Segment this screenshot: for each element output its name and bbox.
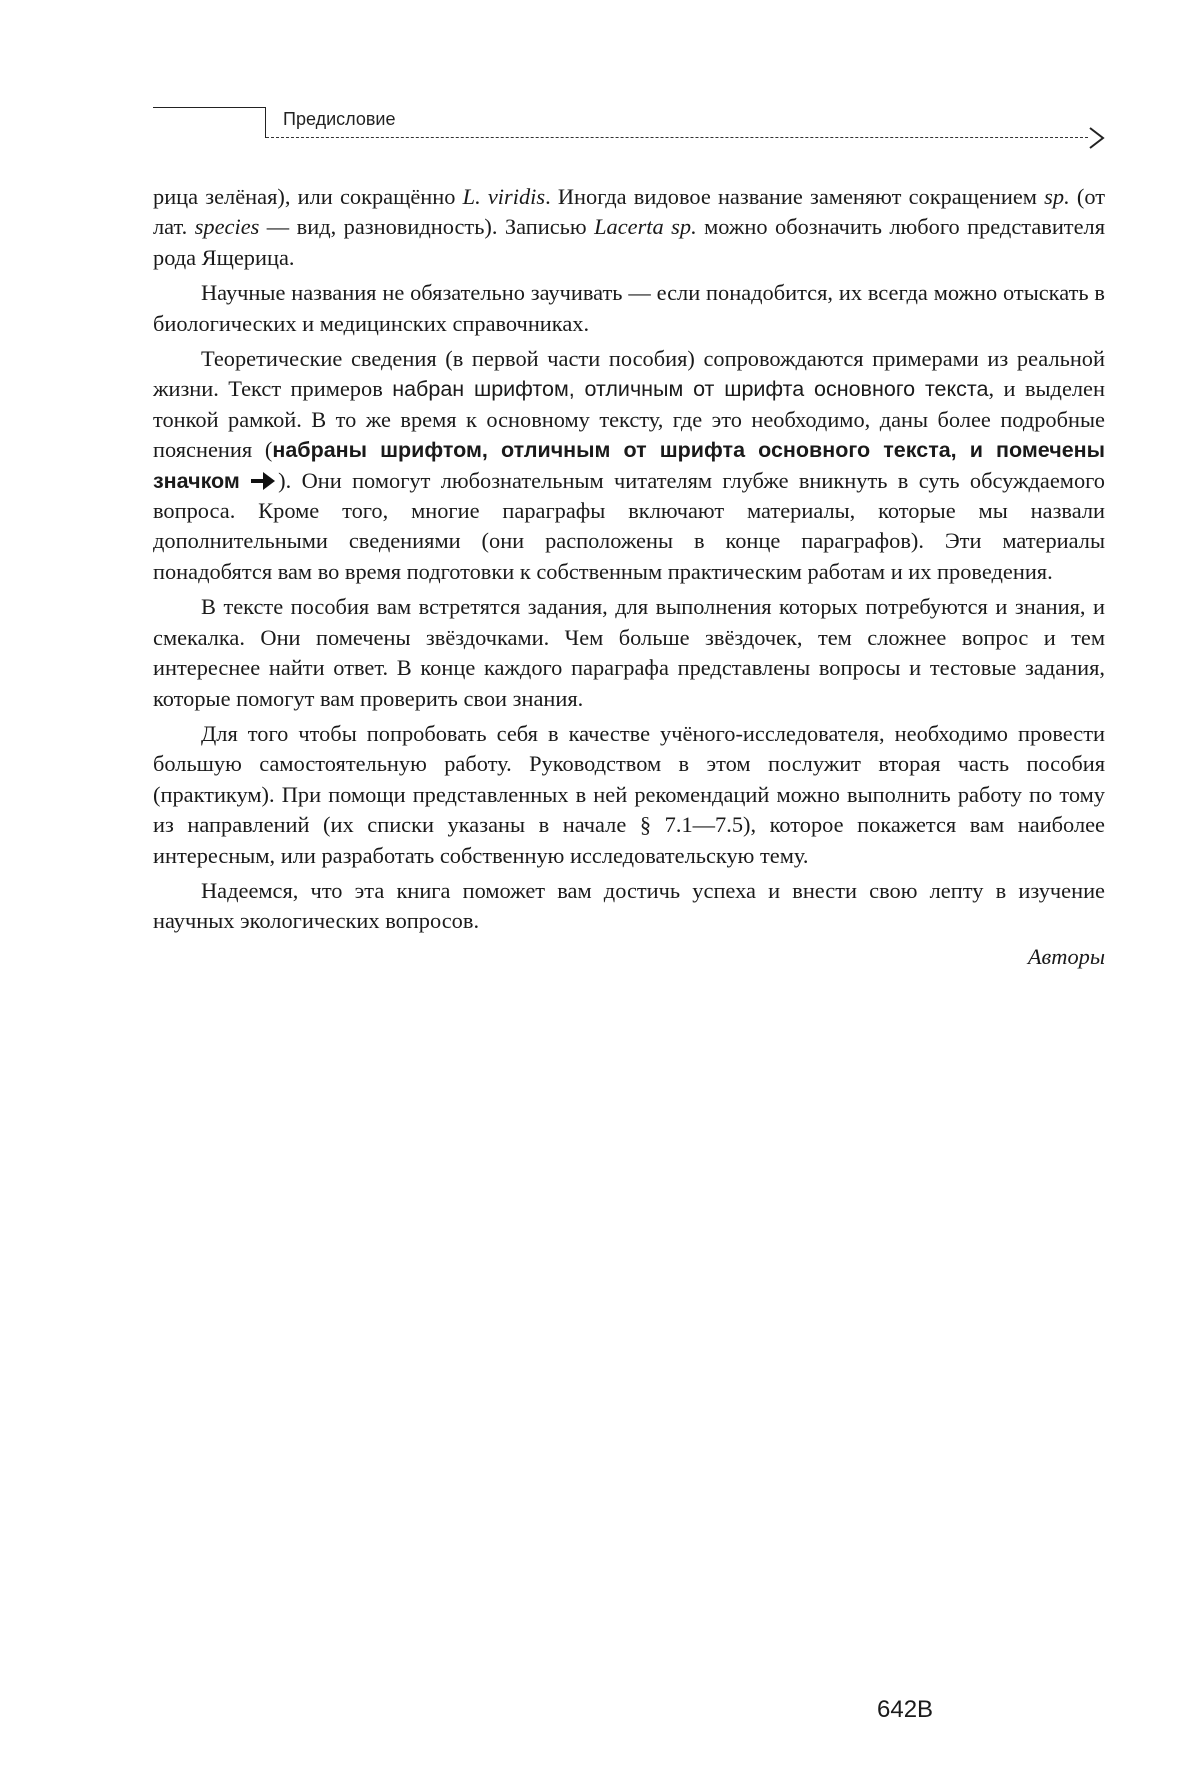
paragraph-3 — [153, 344, 1105, 587]
page-number: 642B — [877, 1696, 934, 1723]
text-run: . Иногда видовое название заменяют сокращением — [545, 184, 1045, 209]
header-divider — [265, 107, 266, 138]
text-run: можно обозначить любого представителя рода Ящерица. — [153, 214, 1106, 270]
paragraph-4: В тексте пособия вам встретятся задания, для выполнения которых потребуются и знания, и смекалка. Они помечены звёздочками. Чем больше звёздочек, тем сложнее вопрос и тем интереснее найти ответ. В конце каждого параграфа представлены вопросы и тестовые задания, которые помогут вам проверить свои знания. — [153, 594, 1105, 711]
text-run: Теоретические сведения (в первой части пособия) сопровождаются примерами из реальной жизни. Текст примеров — [153, 346, 1105, 402]
header-dashed-line — [266, 137, 1088, 138]
paragraph-6: Надеемся, что эта книга поможет вам достичь успеха и внести свою лепту в изучение научных экологических вопросов. — [153, 877, 1105, 934]
text-run: ). Они помогут любознательным читателям глубже вникнуть в суть обсуждаемого вопроса. Кроме того, многие параграфы включают материалы, которые мы назвали дополнительными сведениями (они расположены в конце параграфов). Эти материалы понадобятся вам во время подготовки к собственным практическим работам и их проведения. — [153, 467, 1105, 584]
paragraph-1 — [153, 182, 1105, 273]
paragraph-5: Для того чтобы попробовать себя в качестве учёного-исследователя, необходимо провести большую самостоятельную работу. Руководством в этом послужит вторая часть пособия (практикум). При помощи представленных в ней рекомендаций можно выполнить работу по тому из направлений (их списки указаны в начале § 7.1—7.5), которое покажется вам наиболее интересным, или разработать собственную исследовательскую тему. — [153, 720, 1105, 868]
text-run: рица зелёная), или сокращённо — [153, 184, 463, 209]
text-run: , и выделен тонкой рамкой. В то же время к основному тексту, где это необходимо, даны более подробные пояснения ( — [153, 376, 1105, 463]
paragraph-2: Научные названия не обязательно заучивать — если понадобится, их всегда можно отыскать в биологических и медицинских справочниках. — [153, 280, 1105, 336]
arrow-marker-icon — [250, 471, 278, 491]
header-rule — [153, 107, 265, 108]
text-run: (от лат. — [153, 184, 1106, 240]
latin-abbrev: sp. — [1044, 184, 1070, 209]
running-header-title: Предисловие — [283, 109, 396, 129]
explanation-font-sample: набраны шрифтом, отличным от шрифта основного текста, и помечены значком — [153, 438, 1106, 493]
chevron-right-icon — [1086, 126, 1106, 150]
authors-signature: Авторы — [1027, 943, 1105, 969]
text-run: — вид, разновидность). Записью — [259, 214, 595, 240]
main-text — [153, 182, 1105, 977]
latin-word: species — [194, 214, 260, 240]
example-font-sample: набран шрифтом, отличным от шрифта основного текста — [392, 377, 989, 402]
latin-name: L. viridis — [462, 184, 546, 209]
latin-name: Lacerta sp. — [594, 214, 697, 240]
